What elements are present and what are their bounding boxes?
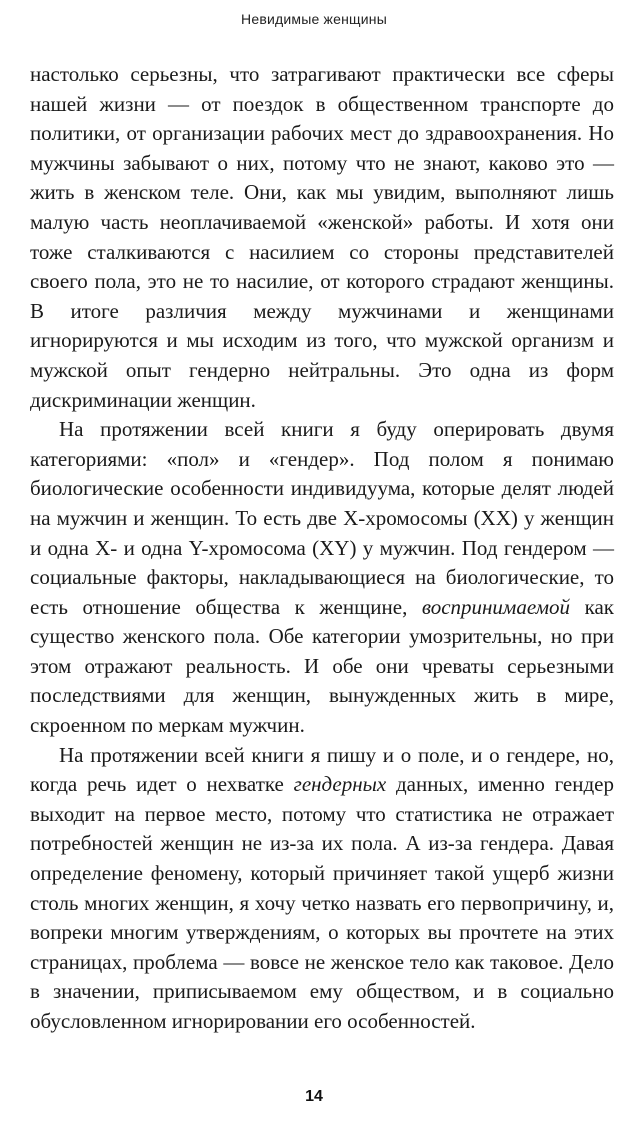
body-text xyxy=(30,60,614,1037)
paragraph-text-segment: На протяжении всей книги я буду оперировать двумя категориями: «пол» и «гендер». Под полом я понимаю биологические особенности индивидуума, которые делят людей на мужчин и женщин. То есть две X-хромосомы (XX) у женщин и одна X- и одна Y-хромосома (XY) у мужчин. Под гендером — социальные факторы, накладывающиеся на биологические, то есть отношение общества к женщине, xyxy=(30,417,614,619)
paragraph-continuation: настолько серьезны, что затрагивают практически все сферы нашей жизни — от поездок в общественном транспорте до политики, от организации рабочих мест до здравоохранения. Но мужчины забывают о них, потому что не знают, каково это — жить в женском теле. Они, как мы увидим, выполняют лишь малую часть неоплачиваемой «женской» работы. И хотя они тоже сталкиваются с насилием со стороны представителей своего пола, это не то насилие, от которого страдают женщины. В итоге различия между мужчинами и женщинами игнорируются и мы исходим из того, что мужской организм и мужской опыт гендерно нейтральны. Это одна из форм дискриминации женщин. xyxy=(30,62,614,412)
paragraph-text-segment: На протяжении всей книги я пишу и о поле, и о гендере, но, когда речь идет о нехватке xyxy=(30,742,614,797)
italic-emphasis: гендерных xyxy=(293,772,387,797)
paragraph-sex-and-gender xyxy=(30,415,614,741)
paragraph-text-segment: как существо женского пола. Обе категории умозрительны, но при этом отражают реальность. И обе они чреваты серьезными последствиями для женщин, вынужденных жить в мире, скроенном по меркам мужчин. xyxy=(30,594,614,738)
paragraph-text-segment: данных, именно гендер выходит на первое место, потому что статистика не отражает потребностей женщин не из-за их пола. А из-за гендера. Давая определение феномену, который причиняет такой ущерб жизни столь многих женщин, я хочу четко назвать его первопричину, и, вопреки многим утверждениям, о которых вы прочтете на этих страницах, проблема — вовсе не женское тело как таковое. Дело в значении, приписываемом ему обществом, и в социально обусловленном игнорировании его особенностей. xyxy=(30,772,614,1033)
running-header: Невидимые женщины xyxy=(241,11,387,27)
italic-emphasis: воспринимаемой xyxy=(421,594,571,619)
page-number: 14 xyxy=(305,1088,323,1105)
paragraph-gender-data xyxy=(30,741,614,1037)
